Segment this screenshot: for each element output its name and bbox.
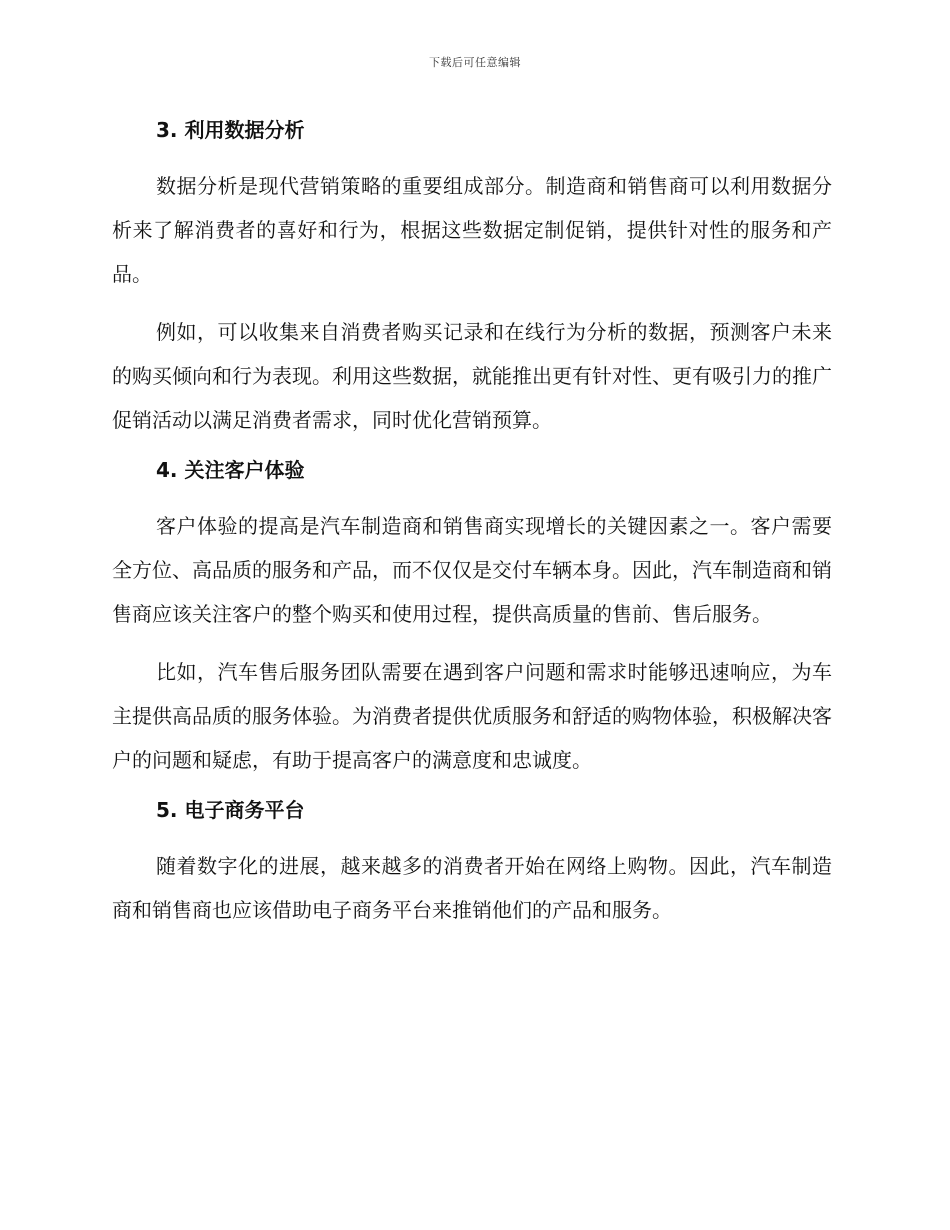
paragraph: 例如，可以收集来自消费者购买记录和在线行为分析的数据，预测客户未来的购买倾向和行为表现。利用这些数据，就能推出更有针对性、更有吸引力的推广促销活动以满足消费者需求，同时优化营销预算。 <box>112 320 832 432</box>
section-ecommerce-platform <box>112 796 832 932</box>
paragraph: 比如，汽车售后服务团队需要在遇到客户问题和需求时能够迅速响应，为车主提供高品质的服务体验。为消费者提供优质服务和舒适的购物体验，积极解决客户的问题和疑虑，有助于提高客户的满意度和忠诚度。 <box>112 660 832 772</box>
section-heading: 5. 电子商务平台 <box>156 798 305 822</box>
section-data-analysis <box>112 116 832 442</box>
paragraph: 数据分析是现代营销策略的重要组成部分。制造商和销售商可以利用数据分析来了解消费者的喜好和行为，根据这些数据定制促销，提供针对性的服务和产品。 <box>112 174 832 286</box>
section-heading: 3. 利用数据分析 <box>156 118 305 142</box>
paragraph: 客户体验的提高是汽车制造商和销售商实现增长的关键因素之一。客户需要全方位、高品质的服务和产品，而不仅仅是交付车辆本身。因此，汽车制造商和销售商应该关注客户的整个购买和使用过程，提供高质量的售前、售后服务。 <box>112 514 832 626</box>
paragraph: 随着数字化的进展，越来越多的消费者开始在网络上购物。因此，汽车制造商和销售商也应该借助电子商务平台来推销他们的产品和服务。 <box>112 854 832 922</box>
section-customer-experience <box>112 456 832 782</box>
document-body <box>112 110 832 946</box>
page-header: 下载后可任意编辑 <box>429 56 521 69</box>
section-heading: 4. 关注客户体验 <box>156 458 305 482</box>
